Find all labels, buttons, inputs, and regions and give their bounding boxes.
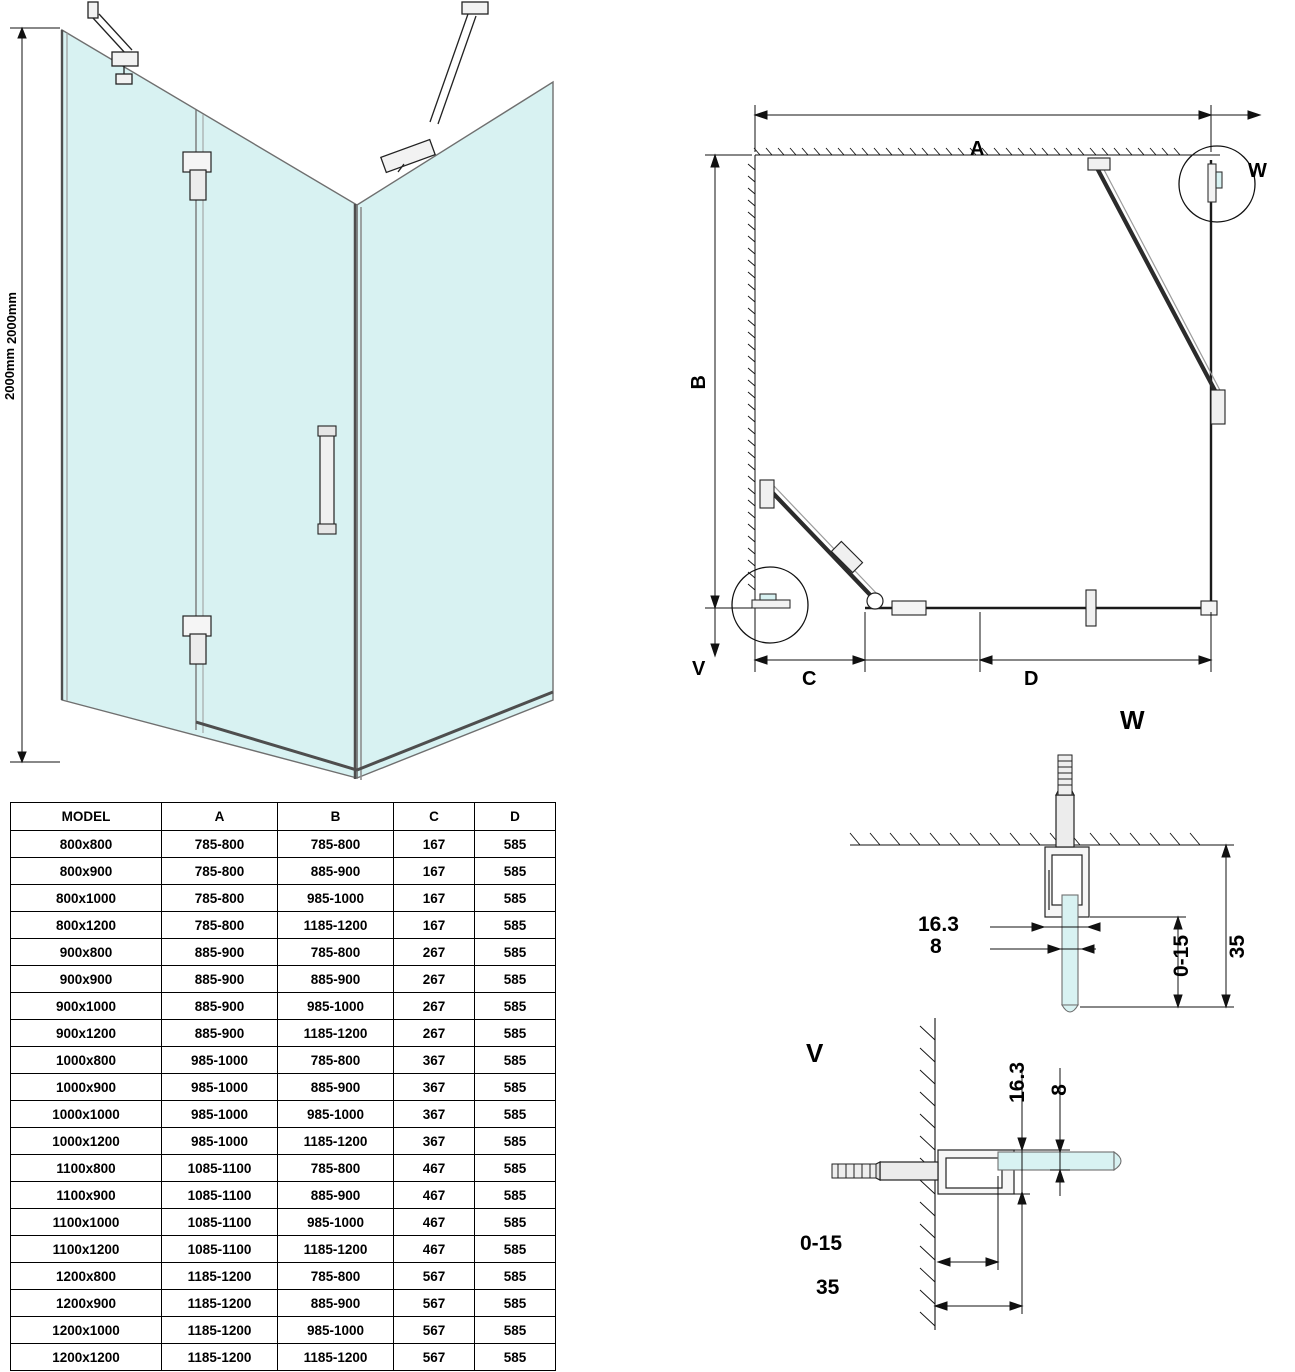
door-leaf-lower [760, 480, 883, 609]
table-cell: 567 [394, 1263, 475, 1290]
table-cell: 1100x800 [11, 1155, 162, 1182]
table-cell: 985-1000 [278, 1101, 394, 1128]
table-cell: 1185-1200 [278, 1020, 394, 1047]
table-cell: 1200x1200 [11, 1344, 162, 1371]
table-cell: 785-800 [162, 831, 278, 858]
detail-w-8: 8 [930, 935, 942, 958]
label-b: B [688, 374, 710, 389]
table-cell: 367 [394, 1128, 475, 1155]
table-cell: 585 [475, 1263, 556, 1290]
label-w: W [1248, 160, 1267, 182]
table-cell: 800x800 [11, 831, 162, 858]
dimension-w [1211, 111, 1260, 119]
wall-left [748, 155, 755, 635]
table-cell: 1200x800 [11, 1263, 162, 1290]
table-cell: 585 [475, 885, 556, 912]
table-cell: 367 [394, 1101, 475, 1128]
detail-v [760, 1000, 1290, 1360]
table-cell: 800x1200 [11, 912, 162, 939]
detail-v-0-15: 0-15 [800, 1232, 843, 1255]
table-cell: 785-800 [162, 885, 278, 912]
label-c: C [802, 668, 817, 690]
table-cell: 900x1200 [11, 1020, 162, 1047]
table-cell: 1000x800 [11, 1047, 162, 1074]
table-cell: 985-1000 [278, 993, 394, 1020]
table-cell: 785-800 [162, 912, 278, 939]
height-label: 2000mm [2, 347, 17, 400]
table-cell: 885-900 [162, 966, 278, 993]
side-glass-panel [357, 82, 553, 778]
table-cell: 985-1000 [162, 1047, 278, 1074]
corner-fitting [1201, 601, 1217, 615]
table-cell: 585 [475, 939, 556, 966]
table-cell: 1185-1200 [278, 1236, 394, 1263]
label-a: A [970, 138, 985, 160]
detail-v-8: 8 [1048, 1084, 1071, 1096]
table-cell: 167 [394, 912, 475, 939]
table-cell: 985-1000 [278, 1317, 394, 1344]
callout-v-content [752, 594, 790, 608]
table-cell: 585 [475, 1290, 556, 1317]
table-cell: 800x900 [11, 858, 162, 885]
table-row [11, 1344, 556, 1371]
table-cell: 467 [394, 1182, 475, 1209]
table-cell: 585 [475, 1209, 556, 1236]
table-cell: 585 [475, 993, 556, 1020]
table-cell: 567 [394, 1317, 475, 1344]
table-cell: 1185-1200 [162, 1290, 278, 1317]
table-cell: 167 [394, 858, 475, 885]
wall-top [754, 148, 1220, 155]
table-cell: 585 [475, 831, 556, 858]
table-cell: 800x1000 [11, 885, 162, 912]
table-row [11, 1290, 556, 1317]
table-cell: 1200x1000 [11, 1317, 162, 1344]
table-cell: 467 [394, 1209, 475, 1236]
table-row [11, 1155, 556, 1182]
table-cell: 585 [475, 1317, 556, 1344]
table-cell: 1000x1000 [11, 1101, 162, 1128]
table-row [11, 1236, 556, 1263]
table-cell: 1000x900 [11, 1074, 162, 1101]
table-cell: 585 [475, 1047, 556, 1074]
front-glass-panel [62, 30, 357, 778]
table-cell: 785-800 [278, 1155, 394, 1182]
table-cell: 267 [394, 966, 475, 993]
table-row [11, 1128, 556, 1155]
table-cell: 585 [475, 1128, 556, 1155]
dimension-b [705, 155, 752, 608]
height-dimension [10, 28, 60, 762]
table-row [11, 1209, 556, 1236]
plan-handle [1086, 590, 1096, 626]
table-cell: 267 [394, 1020, 475, 1047]
table-cell: 267 [394, 939, 475, 966]
table-cell: 900x1000 [11, 993, 162, 1020]
elevation-view [0, 0, 580, 790]
table-cell: 785-800 [278, 831, 394, 858]
table-cell: 1200x900 [11, 1290, 162, 1317]
table-row [11, 1101, 556, 1128]
table-row [11, 939, 556, 966]
table-header-row [11, 803, 556, 831]
table-cell: 900x800 [11, 939, 162, 966]
detail-w-0-15: 0-15 [1170, 935, 1193, 978]
table-row [11, 885, 556, 912]
table-cell: 1100x1200 [11, 1236, 162, 1263]
detail-w-35: 35 [1226, 935, 1249, 959]
table-row [11, 1182, 556, 1209]
bottom-fitting [892, 601, 926, 615]
table-cell: 585 [475, 1020, 556, 1047]
table-cell: 267 [394, 993, 475, 1020]
table-cell: 585 [475, 1236, 556, 1263]
table-cell: 1185-1200 [162, 1317, 278, 1344]
detail-w-163: 16.3 [918, 913, 959, 936]
detail-w-glass [1062, 895, 1078, 1005]
detail-v-163: 16.3 [1006, 1062, 1029, 1103]
table-row [11, 993, 556, 1020]
detail-w-wall [850, 833, 1210, 845]
table-cell: 1185-1200 [278, 1344, 394, 1371]
dimension-d [865, 612, 1211, 672]
table-cell: 985-1000 [278, 885, 394, 912]
detail-w-screw [1058, 755, 1072, 795]
table-row [11, 1047, 556, 1074]
table-cell: 585 [475, 1155, 556, 1182]
table-cell: 1185-1200 [162, 1263, 278, 1290]
detail-v-glass [998, 1152, 1114, 1170]
detail-w-dims [990, 845, 1234, 1007]
table-cell: 885-900 [278, 1182, 394, 1209]
table-cell: 1185-1200 [162, 1344, 278, 1371]
table-cell: 167 [394, 831, 475, 858]
table-cell: 1085-1100 [162, 1155, 278, 1182]
detail-w-title: W [1120, 705, 1145, 735]
table-row [11, 1317, 556, 1344]
table-cell: 567 [394, 1344, 475, 1371]
table-cell: 1000x1200 [11, 1128, 162, 1155]
table-cell: 1085-1100 [162, 1209, 278, 1236]
detail-v-title: V [806, 1038, 824, 1068]
table-row [11, 858, 556, 885]
table-cell: 467 [394, 1236, 475, 1263]
table-cell: 585 [475, 1074, 556, 1101]
table-body [11, 831, 556, 1371]
table-cell: 885-900 [278, 1290, 394, 1317]
table-cell: 585 [475, 1344, 556, 1371]
col-header-c: C [394, 803, 475, 831]
table-cell: 567 [394, 1290, 475, 1317]
model-dimension-table [10, 802, 556, 1371]
detail-v-svg [760, 1000, 1290, 1360]
detail-v-profile [872, 1150, 1014, 1194]
dimension-v [711, 608, 719, 656]
table-cell: 885-900 [278, 858, 394, 885]
table-cell: 585 [475, 858, 556, 885]
table-row [11, 1020, 556, 1047]
table-cell: 785-800 [278, 1047, 394, 1074]
table-cell: 900x900 [11, 966, 162, 993]
table-cell: 885-900 [162, 1020, 278, 1047]
plan-view [660, 60, 1280, 700]
table-cell: 167 [394, 885, 475, 912]
table-row [11, 966, 556, 993]
table-cell: 1100x1000 [11, 1209, 162, 1236]
table-cell: 985-1000 [162, 1101, 278, 1128]
table-row [11, 1263, 556, 1290]
table-cell: 885-900 [162, 993, 278, 1020]
table-cell: 1085-1100 [162, 1182, 278, 1209]
col-header-b: B [278, 803, 394, 831]
table-cell: 585 [475, 1182, 556, 1209]
table-cell: 1085-1100 [162, 1236, 278, 1263]
table-cell: 985-1000 [162, 1074, 278, 1101]
callout-w-content [1208, 164, 1222, 202]
table-cell: 585 [475, 1101, 556, 1128]
table-cell: 885-900 [278, 1074, 394, 1101]
detail-v-glass-tip [1114, 1152, 1121, 1170]
table-cell: 785-800 [278, 1263, 394, 1290]
door-leaf-upper [1088, 158, 1225, 424]
table-cell: 1185-1200 [278, 912, 394, 939]
detail-v-35: 35 [816, 1276, 840, 1299]
table-cell: 467 [394, 1155, 475, 1182]
label-d: D [1024, 668, 1039, 690]
table-cell: 585 [475, 966, 556, 993]
table-row [11, 1074, 556, 1101]
table-cell: 1100x900 [11, 1182, 162, 1209]
table-cell: 985-1000 [162, 1128, 278, 1155]
table-cell: 885-900 [278, 966, 394, 993]
table-cell: 985-1000 [278, 1209, 394, 1236]
col-header-d: D [475, 803, 556, 831]
table-cell: 367 [394, 1074, 475, 1101]
table-cell: 885-900 [162, 939, 278, 966]
table-row [11, 831, 556, 858]
label-v: V [692, 658, 706, 680]
col-header-model: MODEL [11, 803, 162, 831]
table-cell: 367 [394, 1047, 475, 1074]
table-row [11, 912, 556, 939]
table-cell: 785-800 [162, 858, 278, 885]
door-handle [318, 426, 336, 534]
elevation-height-label: 2000mm [4, 292, 19, 347]
detail-v-screw [832, 1164, 876, 1178]
table-cell: 785-800 [278, 939, 394, 966]
col-header-a: A [162, 803, 278, 831]
table-cell: 1185-1200 [278, 1128, 394, 1155]
table-cell: 585 [475, 912, 556, 939]
elevation-svg [0, 0, 580, 790]
dimension-c [755, 612, 865, 672]
